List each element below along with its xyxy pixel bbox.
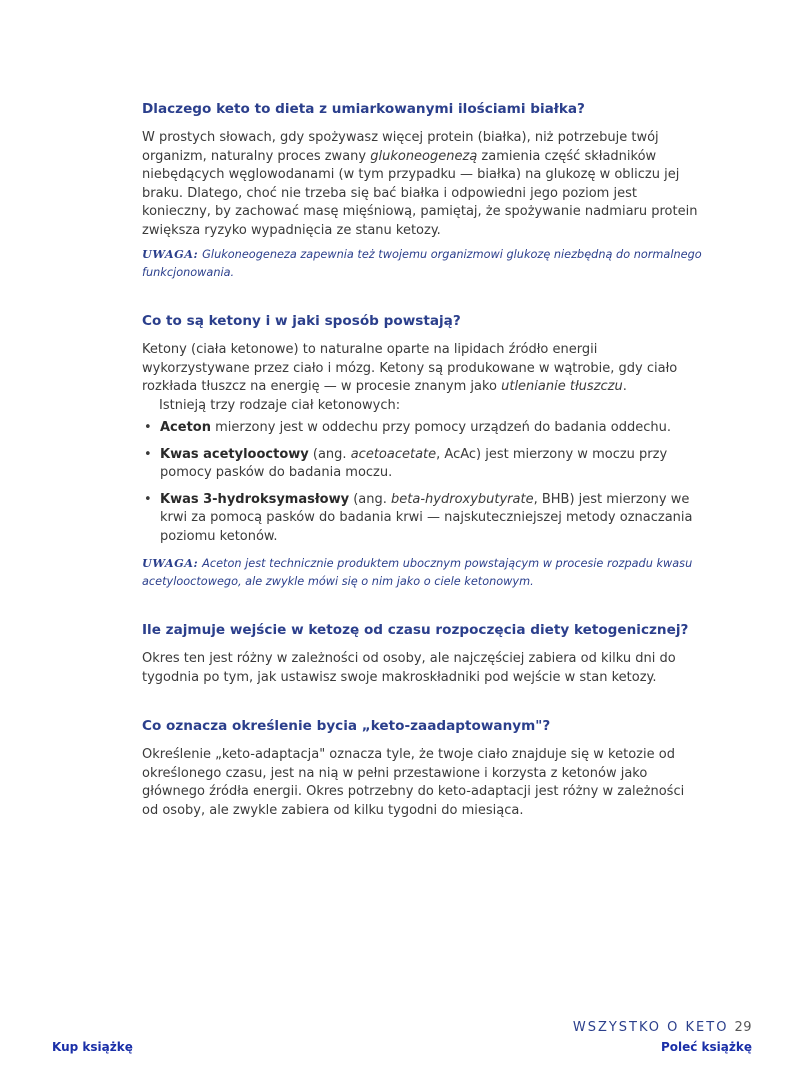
- note-text: Aceton jest technicznie produktem ubocznym powstającym w procesie rozpadu kwasu acetylooctowego, ale zwykle mówi się o nim jako o ciele ketonowym.: [142, 557, 693, 588]
- section-heading: Ile zajmuje wejście w ketozę od czasu rozpoczęcia diety ketogenicznej?: [142, 622, 689, 638]
- section-heading: Co to są ketony i w jaki sposób powstają?: [142, 313, 461, 329]
- list-item-term: Kwas acetylooctowy: [160, 446, 309, 462]
- section-paragraph: Okres ten jest różny w zależności od osoby, ale najczęściej zabiera od kilku dni do tygodnia po tym, jak ustawisz swoje makroskładniki pod wejście w stan ketozy.: [142, 651, 676, 685]
- paragraph-italic-term: glukoneogenezą: [370, 148, 478, 164]
- note-tag: UWAGA:: [142, 247, 199, 261]
- bullet-icon: •: [144, 446, 152, 462]
- recommend-book-link[interactable]: Poleć książkę: [660, 1040, 752, 1054]
- bullet-icon: •: [144, 491, 152, 507]
- section-paragraph: [142, 129, 702, 240]
- bullet-icon: •: [144, 420, 152, 435]
- paragraph-italic-term: utlenianie tłuszczu: [501, 379, 623, 394]
- book-title: WSZYSTKO O KETO: [572, 1020, 729, 1035]
- note-tag: UWAGA:: [142, 556, 199, 570]
- list-item-text: (ang.: [349, 491, 392, 507]
- list-item-text: , AcAc) jest mierzony w moczu przy pomocy pasków do badania moczu.: [160, 446, 668, 480]
- section-heading: Co oznacza określenie bycia „keto-zaadaptowanym"?: [142, 718, 551, 734]
- section-paragraph: Określenie „keto-adaptacja" oznacza tyle, że twoje ciało znajduje się w ketozie od określonego czasu, jest na nią w pełni przestawione i korzysta z ketonów jako głównego źródła energii. Okres potrzebny do keto-adaptacji jest różny w zależności od osoby, ale zwykle zabiera od kilku tygodni do miesiąca.: [142, 747, 685, 818]
- list-item-italic: beta-hydroxybutyrate: [391, 491, 534, 507]
- ketone-list: [142, 419, 702, 546]
- list-item: [142, 491, 702, 547]
- paragraph-text: W prostych słowach, gdy spożywasz więcej protein (białka), niż potrzebuje twój organizm, naturalny proces zwany: [142, 130, 659, 164]
- paragraph-text: zamienia część składników niebędących węglowodanami (w tym przypadku — białka) na glukozę w obliczu jej braku. Dlatego, choć nie trzeba się bać białka i odpowiedni jego poziom jest konieczny, by zachować masę mięśniową, pamiętaj, że spożywanie nadmiaru protein zwiększa ryzyko wypadnięcia ze stanu ketozy.: [142, 148, 698, 238]
- list-item-italic: acetoacetate: [350, 446, 437, 462]
- list-intro: Istnieją trzy rodzaje ciał ketonowych:: [159, 397, 401, 413]
- note: [142, 554, 702, 591]
- buy-book-link[interactable]: Kup książkę: [52, 1040, 133, 1054]
- paragraph-text: Ketony (ciała ketonowe) to naturalne oparte na lipidach źródło energii wykorzystywane przez ciało i mózg. Ketony są produkowane w wątrobie, gdy ciało rozkłada tłuszcz na energię — w procesie znanym jako: [142, 342, 678, 394]
- list-item-term: Kwas 3-hydroksymasłowy: [160, 491, 350, 507]
- note-text: Glukoneogeneza zapewnia też twojemu organizmowi glukozę niezbędną do normalnego funkcjonowania.: [142, 248, 702, 279]
- note: [142, 245, 702, 282]
- section-heading: Dlaczego keto to dieta z umiarkowanymi ilościami białka?: [142, 101, 585, 117]
- running-footer: [573, 1020, 752, 1035]
- list-item-text: , BHB) jest mierzony we krwi za pomocą pasków do badania krwi — najskuteczniejszej metody oznaczania poziomu ketonów.: [160, 491, 693, 544]
- list-item: [142, 419, 702, 438]
- list-item: [142, 446, 702, 483]
- page-number: 29: [734, 1020, 752, 1035]
- list-item-text: mierzony jest w oddechu przy pomocy urządzeń do badania oddechu.: [210, 420, 671, 435]
- page-content: [142, 100, 702, 820]
- section-paragraph: [142, 341, 702, 397]
- list-item-term: Aceton: [160, 420, 211, 435]
- paragraph-text: .: [622, 379, 627, 394]
- list-item-text: (ang.: [308, 446, 351, 462]
